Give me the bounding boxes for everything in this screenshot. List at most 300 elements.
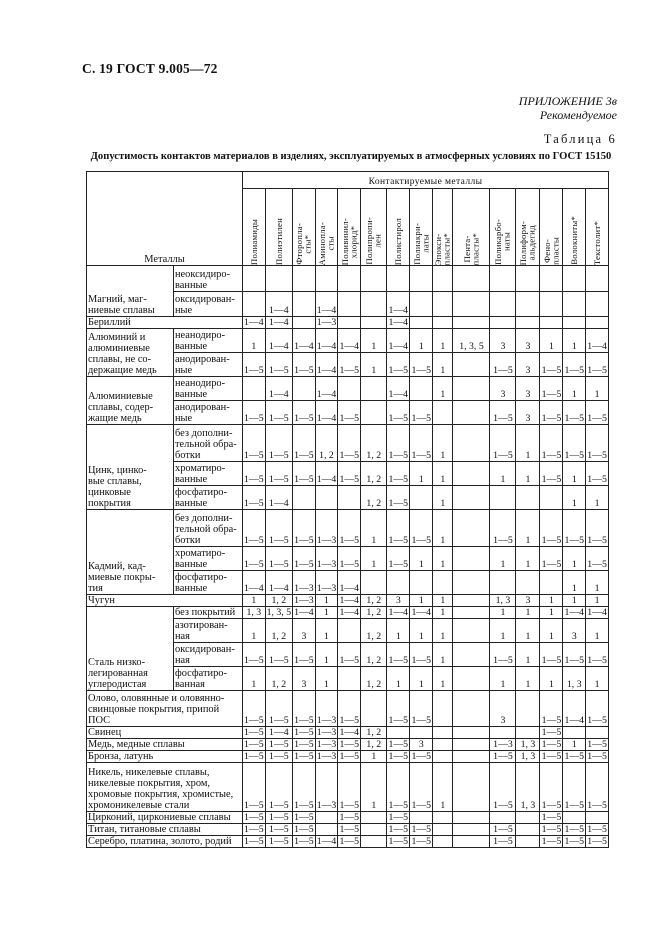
compatibility-cell (453, 401, 490, 425)
compatibility-cell (490, 812, 516, 824)
compatibility-cell: 1 (563, 739, 586, 751)
compatibility-cell: 1, 2 (361, 486, 387, 510)
compatibility-cell: 1, 3 (516, 763, 540, 812)
compatibility-cell: 1—5 (338, 462, 361, 486)
compatibility-cell: 1—4 (315, 329, 338, 353)
compatibility-cell: 1 (540, 619, 563, 643)
compatibility-cell: 1—5 (587, 836, 607, 847)
compatibility-cell: 1—5 (410, 691, 433, 727)
compatibility-cell (563, 292, 586, 317)
compatibility-cell: 1—5 (387, 462, 410, 486)
compatibility-cell: 1 (563, 595, 586, 607)
compatibility-cell: 1 (586, 377, 609, 401)
compatibility-cell: 1—5 (564, 836, 585, 847)
column-header-label: Эпокси- пласты* (433, 232, 452, 265)
compatibility-cell (453, 462, 490, 486)
compatibility-cell: 1—5 (586, 691, 609, 727)
compatibility-cell: 1—5 (587, 739, 607, 750)
compatibility-cell: 1—4 (339, 595, 360, 606)
compatibility-cell (563, 812, 586, 824)
compatibility-cell: 1—5 (490, 353, 516, 377)
compatibility-cell: 1—5 (586, 547, 609, 571)
compatibility-cell: 1—5 (265, 812, 293, 824)
compatibility-cell: 1—5 (541, 824, 562, 835)
compatibility-cell (338, 266, 361, 292)
compatibility-cell (315, 824, 338, 836)
compatibility-cell: 1—5 (293, 510, 316, 547)
compatibility-cell (293, 486, 316, 510)
compatibility-cell (453, 691, 490, 727)
compatibility-cell (516, 266, 540, 292)
compatibility-cell: 1—3 (316, 751, 337, 762)
compatibility-cell: 1, 2 (361, 643, 387, 667)
compatibility-cell: 1—5 (587, 751, 607, 762)
compatibility-cell: 1—5 (243, 486, 266, 510)
column-header (586, 189, 609, 266)
compatibility-cell: 1—4 (339, 607, 360, 618)
compatibility-cell (453, 266, 490, 292)
compatibility-cell (586, 266, 609, 292)
column-header (453, 189, 490, 266)
compatibility-cell: 1—5 (387, 425, 410, 462)
compatibility-cell: 1—5 (410, 401, 433, 425)
compatibility-cell: 1 (490, 462, 516, 486)
column-header-label: Полистирол (392, 217, 403, 265)
compatibility-cell: 1, 3 (516, 751, 540, 763)
column-header-label: Полиформ- альдегид (518, 220, 537, 265)
compatibility-cell: 1—5 (243, 462, 266, 486)
treatment-label: неанодиро- ванные (174, 329, 243, 353)
compatibility-cell: 1—5 (540, 547, 563, 571)
compatibility-cell: 1—5 (338, 401, 361, 425)
compatibility-cell (516, 571, 540, 595)
compatibility-cell (490, 317, 516, 329)
compatibility-cell: 1—5 (265, 462, 293, 486)
compatibility-cell: 1—4 (388, 317, 409, 328)
treatment-label: анодирован- ные (174, 401, 243, 425)
compatibility-cell (453, 547, 490, 571)
compatibility-cell: 1, 3 (516, 739, 540, 751)
compatibility-cell: 1—5 (410, 425, 433, 462)
compatibility-cell: 1—3 (316, 727, 337, 738)
metal-label: Серебро, платина, золото, родий (87, 836, 243, 848)
compatibility-cell: 1—5 (586, 510, 609, 547)
compatibility-cell: 1—5 (490, 763, 516, 812)
table-row (87, 266, 609, 292)
compatibility-cell (293, 292, 316, 317)
compatibility-cell (338, 667, 361, 691)
compatibility-cell: 1—5 (243, 510, 266, 547)
compatibility-cell: 1—5 (541, 751, 562, 762)
compatibility-cell: 1—5 (586, 425, 609, 462)
column-header (387, 189, 410, 266)
compatibility-cell: 1—5 (339, 824, 360, 835)
compatibility-cell: 1—3 (315, 763, 338, 812)
treatment-label: фосфатиро- ванная (174, 667, 243, 691)
metal-label: Магний, маг- ниевые сплавы (87, 266, 174, 317)
column-header-label: Фено- пласты (541, 237, 561, 265)
compatibility-cell (453, 824, 490, 836)
compatibility-cell (338, 377, 361, 401)
compatibility-cell: 1 (516, 510, 540, 547)
compatibility-cell (540, 317, 563, 329)
compatibility-cell: 1—5 (244, 824, 264, 835)
metal-label: Титан, титановые сплавы (87, 824, 243, 836)
compatibility-cell: 1—4 (586, 329, 609, 353)
compatibility-cell: 1—5 (293, 763, 316, 812)
compatibility-cell (433, 317, 453, 329)
compatibility-cell: 1—5 (541, 727, 562, 738)
column-header (563, 189, 586, 266)
compatibility-cell: 1 (516, 643, 540, 667)
compatibility-cell: 1—5 (339, 812, 360, 823)
compatibility-cell (361, 812, 387, 824)
compatibility-cell: 1—3 (315, 691, 338, 727)
metal-label: Кадмий, кад- миевые покры- тия (87, 510, 174, 595)
compatibility-cell: 1—5 (338, 691, 361, 727)
compatibility-cell: 1—4 (315, 377, 338, 401)
compatibility-cell: 1—5 (243, 643, 266, 667)
table-row (87, 836, 609, 848)
compatibility-cell (387, 571, 410, 595)
compatibility-cell (490, 292, 516, 317)
treatment-label: без покрытий (174, 607, 243, 619)
compatibility-cell: 1—5 (410, 510, 433, 547)
compatibility-cell: 1 (410, 329, 433, 353)
compatibility-cell: 1—5 (243, 691, 266, 727)
compatibility-cell (433, 812, 453, 824)
compatibility-cell: 1—5 (265, 401, 293, 425)
compatibility-cell: 1 (361, 547, 387, 571)
compatibility-cell: 1—4 (244, 317, 264, 328)
compatibility-cell: 3 (387, 595, 410, 607)
compatibility-cell: 1 (516, 619, 540, 643)
compatibility-cell: 1—5 (243, 401, 266, 425)
compatibility-cell (338, 317, 361, 329)
compatibility-cell (453, 619, 490, 643)
compatibility-cell: 3 (490, 691, 516, 727)
compatibility-cell: 1—5 (564, 751, 585, 762)
compatibility-cell (516, 836, 540, 848)
compatibility-cell (586, 727, 609, 739)
compatibility-cell (453, 751, 490, 763)
compatibility-cell: 1 (243, 595, 266, 607)
contact-metals-header: Контактируемые металлы (243, 172, 609, 189)
compatibility-cell: 1—5 (587, 824, 607, 835)
compatibility-cell (586, 292, 609, 317)
compatibility-cell (540, 292, 563, 317)
compatibility-cell: 1—4 (564, 607, 585, 618)
compatibility-cell: 1 (540, 595, 563, 607)
compatibility-cell: 1—5 (243, 763, 266, 812)
compatibility-cell: 1 (433, 643, 453, 667)
compatibility-cell: 1—5 (388, 824, 409, 835)
compatibility-cell (453, 812, 490, 824)
appendix-label (519, 94, 617, 122)
compatibility-cell (453, 292, 490, 317)
table-row (87, 739, 609, 751)
compatibility-cell: 1, 2 (265, 667, 293, 691)
appendix-status: Рекомендуемое (539, 108, 617, 122)
compatibility-cell: 1 (490, 619, 516, 643)
compatibility-cell: 1—5 (540, 353, 563, 377)
metal-label: Олово, оловянные и оловянно- свинцовые покрытия, припой ПОС (87, 691, 243, 727)
compatibility-cell: 1—4 (387, 329, 410, 353)
column-header-label: Аминопла- сты (316, 221, 336, 265)
table-row (87, 691, 609, 727)
compatibility-cell: 1—5 (265, 836, 293, 848)
compatibility-cell: 1—4 (587, 607, 607, 618)
compatibility-cell (540, 486, 563, 510)
compatibility-cell: 1—4 (265, 292, 293, 317)
compatibility-cell (453, 739, 490, 751)
compatibility-cell (338, 619, 361, 643)
compatibility-cell: 3 (563, 619, 586, 643)
compatibility-cell (433, 751, 453, 763)
compatibility-cell: 1—5 (540, 763, 563, 812)
compatibility-cell: 3 (516, 353, 540, 377)
column-header (265, 189, 293, 266)
column-header-label: Волокниты* (568, 216, 579, 265)
column-header (338, 189, 361, 266)
compatibility-cell: 1—5 (540, 425, 563, 462)
compatibility-cell (387, 266, 410, 292)
compatibility-cell: 1—3 (316, 317, 337, 328)
compatibility-cell: 1, 3 (490, 595, 516, 607)
table-row (87, 510, 609, 547)
column-header (433, 189, 453, 266)
compatibility-cell: 1—5 (541, 836, 562, 847)
compatibility-cell: 1—3 (315, 571, 338, 595)
compatibility-cell: 1—5 (563, 510, 586, 547)
compatibility-cell: 1—5 (294, 739, 314, 750)
compatibility-cell: 1 (586, 486, 609, 510)
column-header-label: Полиакри- латы (411, 223, 431, 265)
compatibility-cell: 1—5 (586, 643, 609, 667)
compatibility-cell: 1 (315, 643, 338, 667)
compatibility-cell (453, 425, 490, 462)
compatibility-cell: 1—5 (293, 643, 316, 667)
compatibility-cell: 1 (433, 353, 453, 377)
compatibility-cell: 1—5 (294, 751, 314, 762)
compatibility-cell: 1 (433, 619, 453, 643)
compatibility-cell: 1—5 (294, 824, 314, 835)
table-row (87, 727, 609, 739)
treatment-label: фосфатиро- ванные (174, 571, 243, 595)
compatibility-cell (293, 377, 316, 401)
compatibility-cell: 1—4 (315, 353, 338, 377)
column-header (410, 189, 433, 266)
compatibility-cell: 1—5 (411, 836, 432, 847)
page-reference: С. 19 ГОСТ 9.005—72 (82, 61, 218, 76)
compatibility-cell: 1—4 (315, 401, 338, 425)
compatibility-cell (490, 266, 516, 292)
compatibility-cell: 1—5 (265, 739, 293, 751)
compatibility-cell: 1—4 (387, 292, 410, 317)
compatibility-cell: 1—4 (316, 836, 337, 847)
compatibility-cell: 1—5 (563, 763, 586, 812)
compatibility-cell: 1, 2 (315, 425, 338, 462)
table-row (87, 329, 609, 353)
compatibility-cell (361, 691, 387, 727)
compatibility-cell: 1—5 (387, 691, 410, 727)
column-header (490, 189, 516, 266)
compatibility-cell: 1 (433, 667, 453, 691)
compatibility-cell: 3 (490, 329, 516, 353)
compatibility-cell (516, 486, 540, 510)
compatibility-cell: 1 (433, 425, 453, 462)
compatibility-cell (410, 486, 433, 510)
compatibility-cell (410, 727, 433, 739)
compatibility-cell: 1 (563, 571, 586, 595)
compatibility-cell: 1—5 (490, 401, 516, 425)
compatibility-cell: 1 (540, 607, 563, 619)
compatibility-cell: 1 (315, 619, 338, 643)
compatibility-cell (315, 266, 338, 292)
treatment-label: без дополни- тельной обра- ботки (174, 425, 243, 462)
compatibility-cell: 1—5 (540, 401, 563, 425)
compatibility-cell: 1—5 (490, 824, 516, 836)
compatibility-cell: 1 (243, 619, 266, 643)
column-header-label: Пента- пласты* (461, 232, 481, 265)
compatibility-cell: 1 (361, 763, 387, 812)
metal-label: Чугун (87, 595, 243, 607)
compatibility-cell: 1—5 (293, 462, 316, 486)
metal-label: Цирконий, циркониевые сплавы (87, 812, 243, 824)
compatibility-cell: 1—4 (387, 377, 410, 401)
compatibility-cell (563, 727, 586, 739)
compatibility-cell: 1—3 (316, 739, 337, 750)
compatibility-cell (433, 739, 453, 751)
metals-header: Металлы (87, 172, 243, 266)
compatibility-cell (453, 607, 490, 619)
metal-label: Свинец (87, 727, 243, 739)
compatibility-cell: 1—5 (490, 643, 516, 667)
compatibility-cell: 1—5 (586, 462, 609, 486)
compatibility-cell: 1—5 (586, 401, 609, 425)
compatibility-cell: 1—5 (265, 510, 293, 547)
compatibility-cell (453, 643, 490, 667)
compatibility-cell (361, 292, 387, 317)
compatibility-cell (453, 486, 490, 510)
compatibility-cell (433, 836, 453, 848)
compatibility-cell (516, 812, 540, 824)
metal-label: Сталь низко- легированная углеродистая (87, 607, 174, 691)
compatibility-cell: 1—5 (388, 739, 409, 750)
compatibility-cell: 1 (433, 607, 453, 619)
compatibility-cell: 1—5 (540, 510, 563, 547)
compatibility-cell: 1 (387, 619, 410, 643)
compatibility-cell (243, 266, 266, 292)
compatibility-cell: 3 (516, 401, 540, 425)
compatibility-cell: 1 (563, 462, 586, 486)
compatibility-cell: 1—5 (244, 727, 264, 738)
compatibility-cell: 1 (361, 353, 387, 377)
treatment-label: анодирован- ные (174, 353, 243, 377)
compatibility-cell (293, 317, 316, 329)
table-row (87, 763, 609, 812)
compatibility-cell: 1—4 (294, 607, 314, 618)
metal-label: Алюминий и алюминиевые сплавы, не со- держащие медь (87, 329, 174, 377)
compatibility-cell: 1—5 (338, 510, 361, 547)
compatibility-cell: 1—3 (293, 571, 316, 595)
compatibility-cell (490, 571, 516, 595)
compatibility-cell: 1 (433, 510, 453, 547)
compatibility-cell: 3 (516, 595, 540, 607)
compatibility-cell: 1—5 (244, 739, 264, 750)
compatibility-cell (361, 377, 387, 401)
compatibility-cell: 1—5 (387, 510, 410, 547)
compatibility-cell: 1—5 (338, 425, 361, 462)
table-row (87, 377, 609, 401)
compatibility-cell (433, 401, 453, 425)
treatment-label: неоксидиро- ванные (174, 266, 243, 292)
compatibility-cell: 1 (516, 462, 540, 486)
compatibility-table (86, 171, 609, 848)
compatibility-cell: 1 (410, 462, 433, 486)
compatibility-cell: 1 (516, 607, 540, 619)
compatibility-cell (410, 317, 433, 329)
compatibility-cell: 1—5 (586, 353, 609, 377)
compatibility-cell (453, 727, 490, 739)
compatibility-cell: 1—4 (339, 727, 360, 738)
compatibility-cell (453, 317, 490, 329)
treatment-label: оксидирован- ные (174, 292, 243, 317)
compatibility-cell: 3 (516, 329, 540, 353)
compatibility-cell: 1—5 (540, 691, 563, 727)
compatibility-cell: 1, 2 (361, 619, 387, 643)
compatibility-cell: 1, 2 (361, 595, 387, 607)
compatibility-cell: 1 (410, 547, 433, 571)
compatibility-cell: 1 (490, 547, 516, 571)
compatibility-cell: 1 (563, 486, 586, 510)
compatibility-cell (490, 486, 516, 510)
compatibility-cell: 1—5 (563, 353, 586, 377)
metal-label: Никель, никелевые сплавы, никелевые покрытия, хром, хромовые покрытия, хромистые, хромоникелевые стали (87, 763, 243, 812)
compatibility-cell: 1, 2 (265, 619, 293, 643)
compatibility-cell (516, 824, 540, 836)
table-row (87, 824, 609, 836)
compatibility-cell: 1, 3, 5 (266, 607, 292, 618)
compatibility-cell (433, 824, 453, 836)
compatibility-cell: 1 (387, 667, 410, 691)
compatibility-cell: 1—5 (244, 812, 264, 823)
compatibility-cell: 1—5 (293, 547, 316, 571)
compatibility-cell: 1—5 (388, 836, 409, 847)
compatibility-cell (516, 727, 540, 739)
compatibility-cell: 1—4 (293, 329, 316, 353)
column-header (243, 189, 266, 266)
compatibility-cell: 1—5 (586, 763, 609, 812)
compatibility-cell: 1—5 (339, 739, 360, 750)
compatibility-cell: 1 (516, 425, 540, 462)
column-header-label: Полиэтилен (273, 217, 284, 265)
compatibility-cell: 1—5 (490, 836, 516, 848)
compatibility-cell: 1—5 (541, 739, 562, 750)
table-row (87, 425, 609, 462)
compatibility-cell: 1—4 (243, 571, 266, 595)
table-row (87, 751, 609, 763)
compatibility-cell (563, 317, 586, 329)
metal-label: Бронза, латунь (87, 751, 243, 763)
compatibility-cell: 1 (586, 667, 609, 691)
column-header-label: Поливинил- хлорид* (339, 217, 359, 265)
compatibility-cell: 1—5 (490, 751, 516, 763)
compatibility-cell: 1—5 (338, 643, 361, 667)
compatibility-cell (453, 763, 490, 812)
compatibility-cell: 1—5 (563, 643, 586, 667)
compatibility-cell: 1 (243, 329, 266, 353)
